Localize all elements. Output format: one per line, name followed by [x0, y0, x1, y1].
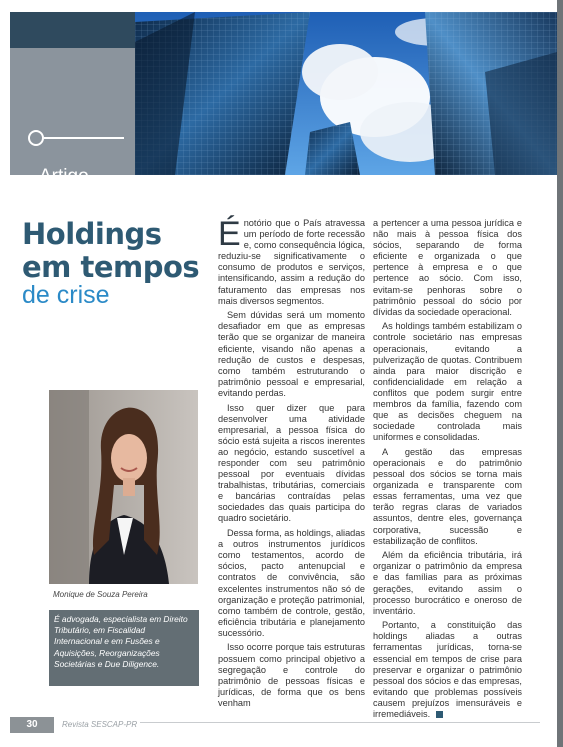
page-edge: [557, 0, 563, 747]
author-portrait-image: [49, 390, 198, 584]
paragraph: a pertencer a uma pessoa jurídica e não mais à pessoa física dos sócios, separando de forma eficiente e organizada o que pertence à empresa e o que pertence ao sócio. Com isso, evitam-se penhoras sobre o patrimônio pessoal do sócio por dívidas da sociedade operacional.: [373, 218, 522, 317]
end-mark-icon: [436, 711, 443, 718]
paragraph: As holdings também estabilizam o controle societário nas empresas operacionais, evitando a pulverização de quotas. Contribuem ainda para maior discrição e confidencialidade em relação a conflitos que podem surgir entre membros da família, fazendo com que as decisões cheguem na sociedade controlada mais uniformes e consolidadas.: [373, 321, 522, 443]
paragraph: A gestão das empresas operacionais e do patrimônio pessoal dos sócios se torna mais organizada e transparente com essas ferramentas, uma vez que terão regras claras de variados assuntos, dentre eles, governança corporativa, sucessão e estabilização de conflitos.: [373, 446, 522, 546]
circle-ornament-icon: [28, 130, 44, 146]
section-label: Artigo: [39, 166, 89, 187]
paragraph: Portanto, a constituição das holdings aliadas a outras ferramentas jurídicas, torna-se essencial em tempos de crise para preservar e organizar o patrimônio pessoal dos sócios e das empresas, evitando que problemas possíveis causem prejuízos imensuráveis e irremediáveis.: [373, 620, 522, 720]
skyscrapers-photo: [135, 12, 557, 175]
author-portrait: [49, 390, 198, 584]
magazine-name: Revista SESCAP-PR: [62, 720, 138, 729]
paragraph: Isso quer dizer que para desenvolver uma atividade empresarial, a pessoa física do sócio está sujeita a riscos inerentes ao negócio, estando suscetível a responder com seu patrimônio pessoal por eventuais dívidas trabalhistas, tributárias, comerciais e bancárias contraídas pelas sociedades das quais participa do quadro societário.: [218, 402, 365, 524]
drop-cap: É: [218, 215, 241, 253]
article-column-2: [373, 218, 522, 724]
footer-rule: [140, 722, 540, 723]
paragraph: Isso ocorre porque tais estruturas possuem como principal objetivo a segregação e controle do patrimônio de pessoas físicas e jurídicas, de forma que os bens venham: [218, 642, 365, 708]
paragraph: Dessa forma, as holdings, aliadas a outros instrumentos jurídicos como testamentos, acordo de sócios, pacto antenupcial e contratos de convivência, são excelentes instrumentos não só de organização e proteção patrimonial, como também de controle, gestão, eficiência tributária e planejamento sucessório.: [218, 528, 365, 638]
article-title: [22, 218, 212, 309]
author-caption: Monique de Souza Pereira: [53, 590, 148, 599]
ornament-line: [44, 137, 124, 139]
author-bio: É advogada, especialista em Direito Tributário, em Fiscalidad Internacional e em Fusões e Aquisições, Reorganizações Societárias e Due Diligence.: [54, 614, 188, 669]
article-column-1: [218, 215, 365, 713]
header-banner: [10, 12, 557, 187]
paragraph: Sem dúvidas será um momento desafiador em que as empresas terão que se organizar de maneira eficiente, visando não apenas a redução de custos e despesas, como também estruturando o patrimônio pessoal e empresarial, evitando perdas.: [218, 310, 365, 398]
title-line-2: em tempos: [22, 250, 200, 284]
title-subtitle: de crise: [22, 281, 110, 309]
paragraph: Além da eficiência tributária, irá organizar o patrimônio da empresa e das famílias para as próximas gerações, evitando assim o processo burocrático e oneroso de inventário.: [373, 550, 522, 616]
section-panel: [10, 48, 135, 187]
header-top-block: [10, 12, 135, 48]
title-line-1: Holdings: [22, 217, 162, 251]
circle-line-ornament: [28, 130, 128, 146]
page-number: 30: [10, 717, 54, 733]
author-bio-box: [49, 610, 199, 686]
paragraph: É notório que o País atravessa um período de forte recessão e, como consequência lógica, reduziu-se significativamente o consumo de produtos e serviços, intensificando, assim a redução do faturamento das empresas nos mais diversos segmentos.: [218, 215, 365, 306]
